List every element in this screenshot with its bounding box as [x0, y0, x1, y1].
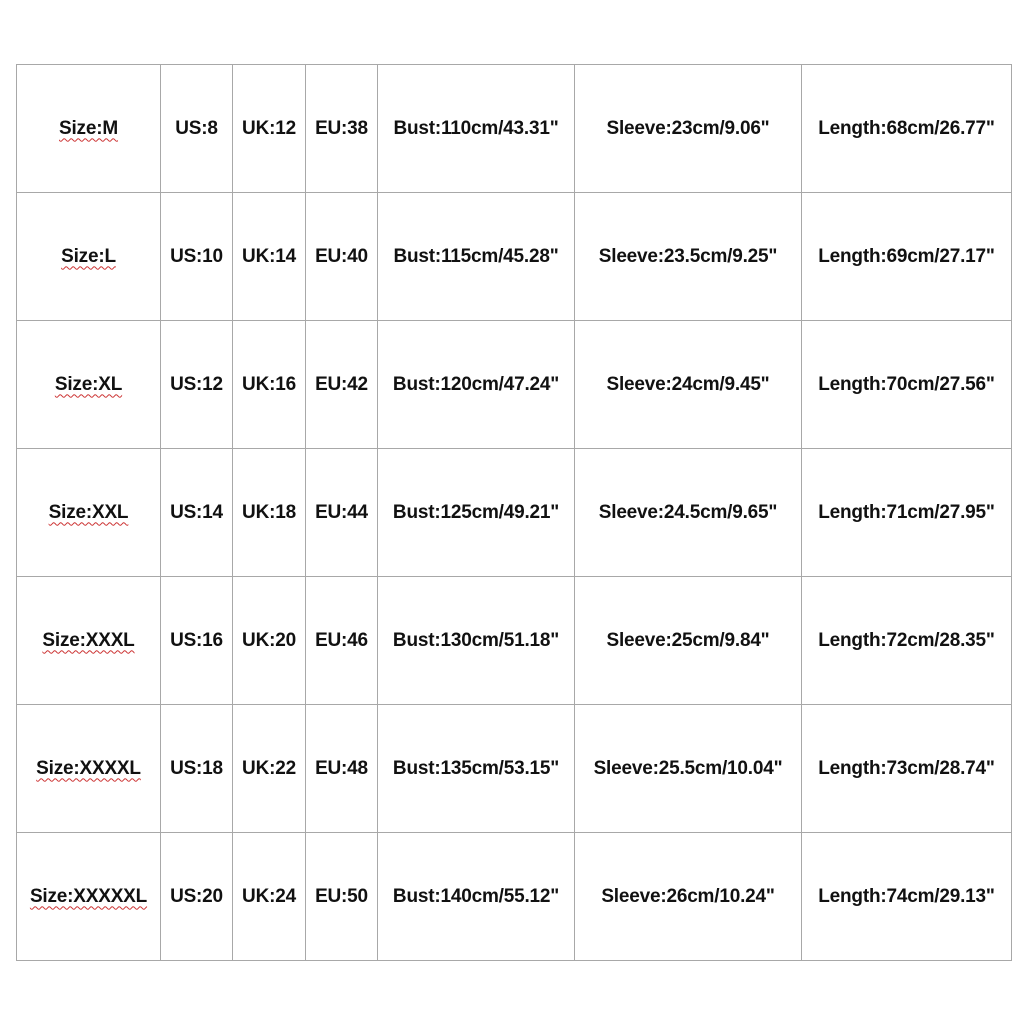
eu-size-cell: EU:44 — [306, 449, 378, 577]
size-label: Size:XXXXL — [36, 757, 141, 779]
size-cell — [17, 449, 161, 577]
size-chart-table — [16, 64, 1012, 961]
us-size-cell: US:18 — [161, 705, 233, 833]
eu-size-cell: EU:38 — [306, 65, 378, 193]
bust-cell: Bust:110cm/43.31" — [378, 65, 575, 193]
sleeve-cell: Sleeve:26cm/10.24" — [575, 833, 802, 961]
sleeve-cell: Sleeve:24cm/9.45" — [575, 321, 802, 449]
length-cell: Length:68cm/26.77" — [802, 65, 1012, 193]
size-label: Size:XXXL — [42, 629, 135, 651]
length-cell: Length:71cm/27.95" — [802, 449, 1012, 577]
size-label: Size:L — [61, 245, 116, 267]
uk-size-cell: UK:22 — [233, 705, 306, 833]
bust-cell: Bust:130cm/51.18" — [378, 577, 575, 705]
eu-size-cell: EU:50 — [306, 833, 378, 961]
size-cell — [17, 65, 161, 193]
table-row — [17, 65, 1012, 193]
us-size-cell: US:16 — [161, 577, 233, 705]
us-size-cell: US:12 — [161, 321, 233, 449]
uk-size-cell: UK:12 — [233, 65, 306, 193]
uk-size-cell: UK:16 — [233, 321, 306, 449]
table-row — [17, 577, 1012, 705]
size-cell — [17, 193, 161, 321]
eu-size-cell: EU:48 — [306, 705, 378, 833]
table-row — [17, 833, 1012, 961]
size-label: Size:XXL — [48, 501, 129, 523]
size-label: Size:XL — [54, 373, 123, 395]
uk-size-cell: UK:14 — [233, 193, 306, 321]
uk-size-cell: UK:18 — [233, 449, 306, 577]
table-row — [17, 705, 1012, 833]
bust-cell: Bust:125cm/49.21" — [378, 449, 575, 577]
eu-size-cell: EU:46 — [306, 577, 378, 705]
us-size-cell: US:14 — [161, 449, 233, 577]
table-row — [17, 321, 1012, 449]
size-label: Size:M — [59, 117, 118, 139]
sleeve-cell: Sleeve:25.5cm/10.04" — [575, 705, 802, 833]
length-cell: Length:69cm/27.17" — [802, 193, 1012, 321]
size-label: Size:XXXXXL — [29, 885, 148, 907]
size-cell — [17, 833, 161, 961]
size-cell — [17, 577, 161, 705]
bust-cell: Bust:135cm/53.15" — [378, 705, 575, 833]
sleeve-cell: Sleeve:25cm/9.84" — [575, 577, 802, 705]
sleeve-cell: Sleeve:23cm/9.06" — [575, 65, 802, 193]
sleeve-cell: Sleeve:23.5cm/9.25" — [575, 193, 802, 321]
bust-cell: Bust:115cm/45.28" — [378, 193, 575, 321]
us-size-cell: US:10 — [161, 193, 233, 321]
sleeve-cell: Sleeve:24.5cm/9.65" — [575, 449, 802, 577]
us-size-cell: US:20 — [161, 833, 233, 961]
bust-cell: Bust:120cm/47.24" — [378, 321, 575, 449]
bust-cell: Bust:140cm/55.12" — [378, 833, 575, 961]
size-cell — [17, 321, 161, 449]
size-cell — [17, 705, 161, 833]
length-cell: Length:74cm/29.13" — [802, 833, 1012, 961]
us-size-cell: US:8 — [161, 65, 233, 193]
uk-size-cell: UK:24 — [233, 833, 306, 961]
eu-size-cell: EU:40 — [306, 193, 378, 321]
length-cell: Length:70cm/27.56" — [802, 321, 1012, 449]
length-cell: Length:72cm/28.35" — [802, 577, 1012, 705]
table-row — [17, 449, 1012, 577]
length-cell: Length:73cm/28.74" — [802, 705, 1012, 833]
table-row — [17, 193, 1012, 321]
eu-size-cell: EU:42 — [306, 321, 378, 449]
uk-size-cell: UK:20 — [233, 577, 306, 705]
